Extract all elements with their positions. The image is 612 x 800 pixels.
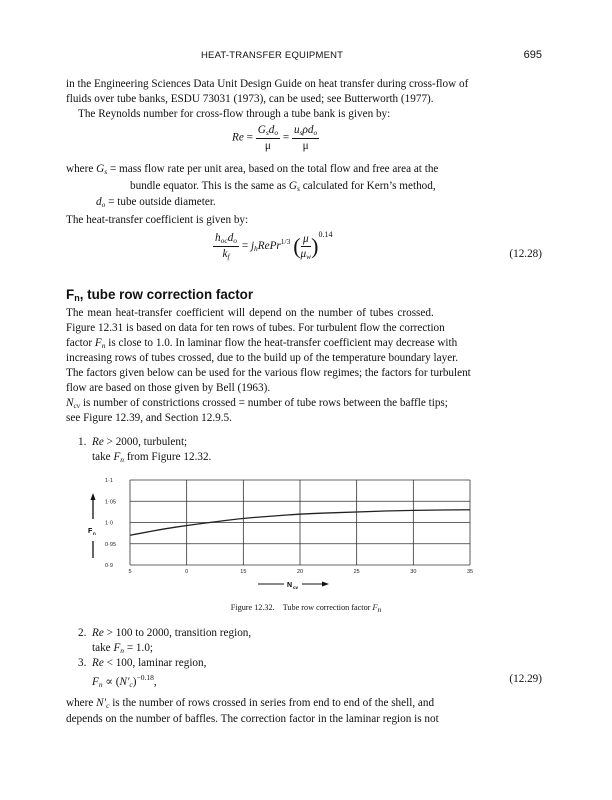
x-tick-label: 35 [466,569,474,575]
text-line: The factors given below can be used for the various flow regimes; the factors for turbulent [66,367,471,379]
gs-definition-2: bundle equator. This is the same as [130,180,287,192]
fraction-viscosity: $\frac{\mu}{\mu_w}$ [300,232,312,261]
list-condition: > 100 to 2000, transition region, [106,627,252,639]
where-gs-line: where $G_s$ = mass flow rate per unit area, based on the total flow and free area at the [66,163,439,176]
equation-number: (12.29) [509,673,542,685]
chart-tube-row-correction [80,463,480,595]
text-fragment: take [92,451,111,463]
y-tick-label: 1·05 [105,499,117,506]
text-line: Figure 12.31 is based on data for ten rows of tubes. For turbulent flow the correction [66,322,445,334]
fraction-den: μ [302,140,309,152]
x-axis-label-group [258,582,329,591]
fraction-gs: $\frac{G_sd_o}{\mu}$ [257,124,279,152]
x-tick-labels [128,569,473,575]
list-item-1-take: take $F_n$ from Figure 12.32. [92,451,212,464]
text-fragment: is close to 1.0. In laminar flow the heat-transfer coefficient may decrease with [108,337,458,349]
figure-caption: Figure 12.32. Tube row correction factor $F_n$ [230,603,382,614]
chart-grid [130,480,470,565]
page-number: 695 [523,49,542,61]
x-tick-label: 0 [185,569,189,575]
text-line: The mean heat-transfer coefficient will depend on the number of tubes crossed. [66,307,434,319]
y-axis-label-group [88,493,96,558]
list-number: 2. [78,627,87,639]
section-title: tube row correction factor [87,287,254,302]
list-condition: < 100, laminar region, [106,657,207,669]
y-tick-label: 1·0 [105,520,113,527]
fraction-hoc: $\frac{h_{oc}d_o}{k_f}$ [215,232,238,261]
running-head [66,50,542,64]
list-item-1: 1. Re > 2000, turbulent; [78,436,188,448]
where-do-line: $d_o$ = tube outside diameter. [96,196,216,209]
y-axis-label-sub: n [93,531,96,536]
equation-number: (12.28) [509,248,542,260]
running-title: HEAT-TRANSFER EQUIPMENT [201,50,344,61]
section-heading: $F_n$, tube row correction factor [66,287,254,303]
where-gs-line-2: bundle equator. This is the same as $G_s$ calculated for Kern’s method, [130,180,436,193]
where-lead: where [66,163,94,175]
y-tick-label: 1·1 [105,478,113,484]
text-line: fluids over tube banks, ESDU 73031 (1973), can be used; see Butterworth (1977). [66,93,434,105]
equation-reynolds: Re = $\frac{G_sd_o}{\mu}$ = $\frac{u_s\rho d_o}{\mu}$ [232,124,318,152]
y-tick-labels [105,478,116,569]
text-line: factor $F_n$ is close to 1.0. In laminar flow the heat-transfer coefficient may decrease with [66,337,458,350]
exponent: 0.14 [318,230,333,240]
text-line: flow are based on those given by Bell (1963). [66,382,271,394]
text-fragment: = 1.0; [126,642,154,654]
y-tick-label: 0·9 [105,563,113,569]
x-tick-label: 5 [128,569,132,575]
x-tick-label: 30 [410,569,417,575]
list-item-3: 3. Re < 100, laminar region, [78,657,207,669]
caption-label: Figure 12.32. [230,603,275,612]
list-number: 3. [78,657,87,669]
eq-lhs: Re [232,131,244,144]
fraction-us: $\frac{u_s\rho d_o}{\mu}$ [293,124,318,152]
x-tick-label: 25 [353,569,360,575]
x-axis-label: N [287,582,293,589]
list-number: 1. [78,436,87,448]
text-line: $N_{cv}$ is number of constrictions crossed = number of tube rows between the baffle tips; [66,397,448,410]
text-line: see Figure 12.39, and Section 12.9.5. [66,412,232,424]
text-fragment: from Figure 12.32. [126,451,212,463]
text-line: where $N'_c$ is the number of rows crossed in series from end to end of the shell, and [66,697,435,710]
gs-definition-2-tail: calculated for Kern’s method, [302,180,436,192]
y-axis-label: F [88,528,93,535]
y-tick-label: 0·95 [105,541,117,548]
gs-definition: = mass flow rate per unit area, based on the total flow and free area at the [109,163,439,175]
equation-12-28: $\frac{h_{oc}d_o}{k_f}$ = $j_hRePr^{1/3}$ ( $\frac{\mu}{\mu_w}$ )$^{0.14}$ [215,230,333,261]
x-tick-label: 15 [240,569,247,575]
fraction-den: μ [264,140,271,152]
list-item-3-formula: $F_n \propto (N'_c)^{-0.18}$, [92,673,157,689]
text-line: The Reynolds number for cross-flow through a tube bank is given by: [78,108,391,120]
text-fragment: factor [66,337,93,349]
list-condition: > 2000, turbulent; [106,436,188,448]
x-axis-label-sub: cv [293,585,299,590]
caption-text: Tube row correction factor [282,603,371,612]
y-axis-arrow-head [91,493,96,500]
text-line: depends on the number of baffles. The correction factor in the laminar region is not [66,713,439,725]
text-fragment: is number of constrictions crossed = number of tube rows between the baffle tips; [82,397,448,409]
text-fragment: where [66,697,94,709]
x-tick-label: 20 [296,569,304,575]
do-definition: = tube outside diameter. [108,196,216,208]
text-fragment: take [92,642,111,654]
text-fragment: is the number of rows crossed in series from end to end of the shell, and [112,697,435,709]
x-axis-arrow-head [322,582,329,587]
list-item-2-take: take $F_n = 1.0$; [92,642,154,655]
exponent: −0.18 [136,673,154,682]
text-line: in the Engineering Sciences Data Unit Design Guide on heat transfer during cross-flow of [66,78,469,90]
list-item-2: 2. Re > 100 to 2000, transition region, [78,627,252,639]
text-line: increasing rows of tubes crossed, due to the build up of the temperature boundary layer. [66,352,459,364]
text-line: The heat-transfer coefficient is given by: [66,214,249,226]
